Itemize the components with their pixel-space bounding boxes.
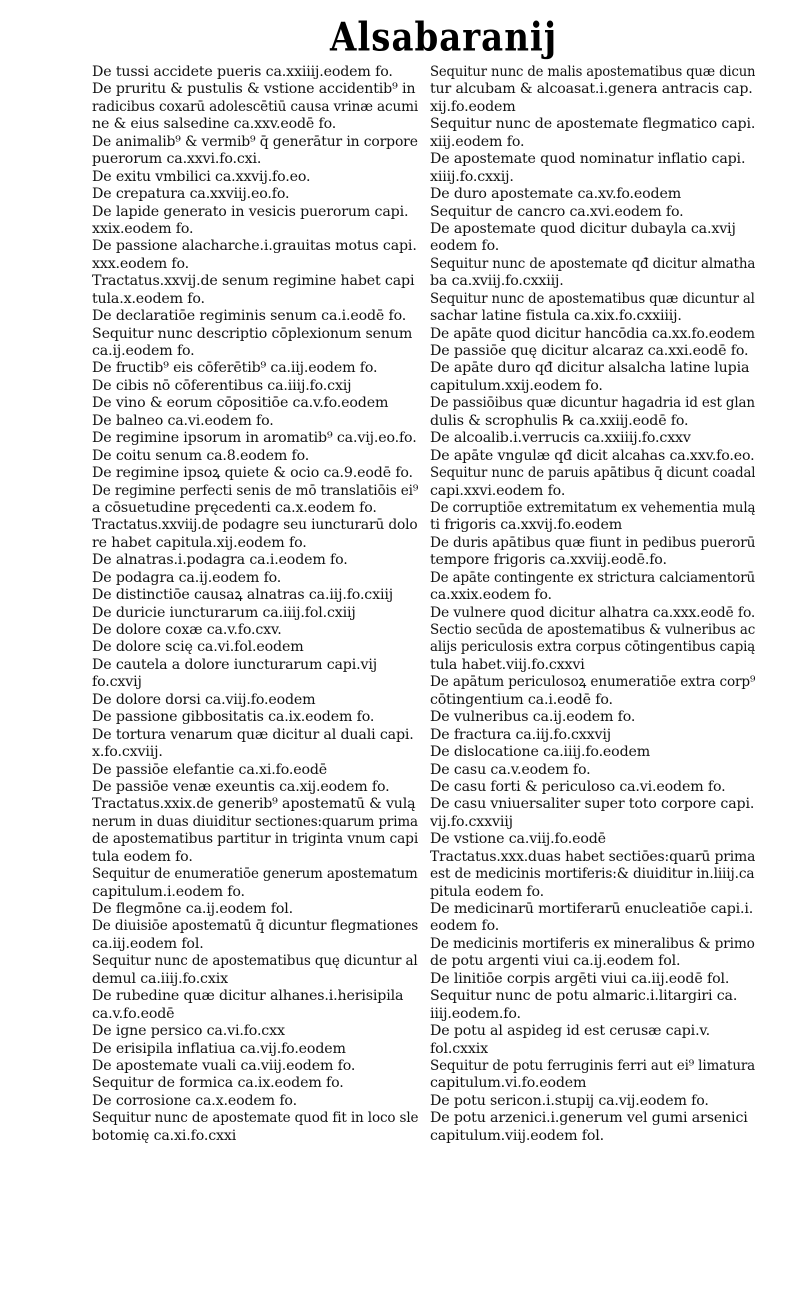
index-line — [92, 1006, 418, 1023]
index-line — [92, 169, 418, 186]
index-entry-text: capitulum.xxij.eodem fo. — [430, 377, 603, 394]
index-entry-text: De duro apostemate ca.xv.fo.eodem — [430, 186, 682, 203]
index-entry-text: Sequitur nunc de paruis apātibus q̄ dicunt coadal — [430, 465, 755, 482]
index-line — [92, 727, 418, 744]
index-entry-text: fo.cxvij — [92, 674, 142, 691]
index-entry-text: De potu al aspideg id est cerusæ capi.v. — [430, 1023, 710, 1040]
index-entry-text: Sequitur nunc de apostemate quod fit in loco sle — [92, 1110, 418, 1127]
index-line — [430, 727, 755, 744]
index-line — [430, 779, 755, 796]
index-entry-text: De potu sericon.i.stupij ca.vij.eodem fo. — [430, 1092, 709, 1109]
index-line — [430, 953, 755, 970]
index-line — [92, 709, 418, 726]
index-line — [92, 570, 418, 587]
index-entry-text: De passiōe venæ exeuntis ca.xij.eodem fo. — [92, 778, 390, 795]
index-entry-text: eodem fo. — [430, 238, 500, 255]
index-entry-text: Sectio secūda de apostematibus & vulneribus ac — [430, 622, 755, 638]
index-entry-text: De passione gibbositatis ca.ix.eodem fo. — [92, 709, 375, 726]
index-line — [92, 918, 418, 935]
index-line — [430, 988, 755, 1005]
index-line — [430, 151, 755, 168]
index-entry-text: botomię ca.xi.fo.cxxi — [92, 1127, 237, 1144]
index-entry-text: De duricie iuncturarum ca.iiij.fol.cxiij — [92, 604, 356, 621]
index-line — [92, 64, 418, 81]
index-entry-text: tempore frigoris ca.xxviij.eodē.fo. — [430, 552, 667, 569]
index-entry-text: De regimine perfecti senis de mō translatiōis ei⁹ — [92, 482, 418, 499]
index-entry-text: eodem fo. — [430, 918, 500, 935]
index-line — [92, 465, 418, 482]
index-line — [92, 291, 418, 308]
index-line — [430, 395, 755, 412]
left-column — [92, 64, 418, 1145]
index-entry-text: ne & eius salsedine ca.xxv.eodē fo. — [92, 116, 337, 133]
index-line — [92, 517, 418, 534]
index-entry-text: ca.iij.eodem fol. — [92, 935, 204, 952]
index-entry-text: cōtingentium ca.i.eodē fo. — [430, 691, 613, 708]
index-line — [92, 849, 418, 866]
index-line — [92, 99, 418, 116]
index-line — [92, 186, 418, 203]
index-entry-text: ba ca.xviij.fo.cxxiij. — [430, 273, 564, 290]
index-entry-text: demul ca.iiij.fo.cxix — [92, 970, 228, 987]
index-line — [92, 134, 418, 151]
index-line — [430, 1023, 755, 1040]
index-entry-text: De regimine ipsorum in aromatib⁹ ca.vij.eo.fo. — [92, 430, 417, 447]
index-line — [430, 866, 755, 883]
index-line — [92, 866, 418, 883]
index-entry-text: De cibis nō cōferentibus ca.iiij.fo.cxij — [92, 377, 352, 394]
index-line — [92, 814, 418, 831]
index-line — [92, 936, 418, 953]
index-entry-text: De vstione ca.viij.fo.eodē — [430, 831, 606, 848]
index-line — [430, 762, 755, 779]
index-entry-text: ca.xxix.eodem fo. — [430, 587, 552, 604]
index-entry-text: radicibus coxarū adolescētiū causa vrinæ acumi — [92, 98, 418, 115]
index-entry-text: xxx.eodem fo. — [92, 255, 189, 272]
index-entry-text: De flegmōne ca.ij.eodem fol. — [92, 901, 293, 917]
index-entry-text: fol.cxxix — [430, 1040, 488, 1057]
index-entry-text: De distinctiōe causaꝝ alnatras ca.iij.fo.cxiij — [92, 587, 393, 604]
index-line — [430, 587, 755, 604]
index-entry-text: puerorum ca.xxvi.fo.cxi. — [92, 151, 262, 168]
index-entry-text: De casu forti & periculoso ca.vi.eodem fo. — [430, 778, 726, 795]
index-entry-text: De apostemate vuali ca.viij.eodem fo. — [92, 1057, 356, 1074]
index-line — [430, 517, 755, 534]
index-entry-text: Sequitur nunc de apostemate qđ dicitur almatha — [430, 255, 755, 272]
index-entry-text: x.fo.cxviij. — [92, 744, 163, 761]
index-line — [92, 430, 418, 447]
index-line — [92, 622, 418, 639]
index-line — [92, 605, 418, 622]
index-line — [430, 116, 755, 133]
index-entry-text: Sequitur de potu ferruginis ferri aut ei⁹ limatura — [430, 1057, 755, 1074]
index-line — [430, 605, 755, 622]
index-entry-text: De corruptiōe extremitatum ex vehementia mulą — [430, 499, 755, 516]
index-entry-text: De medicinis mortiferis ex mineralibus & primo — [430, 935, 755, 952]
index-line — [92, 378, 418, 395]
index-entry-text: Sequitur nunc de apostematibus quæ dicuntur al — [430, 290, 755, 307]
index-line — [430, 744, 755, 761]
index-entry-text: De tortura venarum quæ dicitur al duali capi. — [92, 726, 414, 743]
index-entry-text: De passiōe quę dicitur alcaraz ca.xxi.eodē fo. — [430, 343, 749, 359]
index-line — [430, 1075, 755, 1092]
index-line — [92, 639, 418, 656]
index-entry-text: De passiōibus quæ dicuntur hagadria id est glan — [430, 395, 755, 412]
index-entry-text: capitulum.i.eodem fo. — [92, 883, 245, 900]
index-entry-text: De corrosione ca.x.eodem fo. — [92, 1092, 297, 1109]
index-line — [92, 953, 418, 970]
index-line — [92, 151, 418, 168]
index-entry-text: Tractatus.xxviij.de podagre seu iuncturarū dolo — [92, 517, 418, 534]
index-entry-text: De medicinarū mortiferarū enucleatiōe capi.i. — [430, 901, 754, 917]
index-entry-text: De casu vniuersaliter super toto corpore capi. — [430, 796, 755, 813]
index-entry-text: ti frigoris ca.xxvij.fo.eodem — [430, 517, 623, 534]
index-line — [92, 81, 418, 98]
index-entry-text: De rubedine quæ dicitur alhanes.i.herisipila — [92, 988, 404, 1005]
index-entry-text: De apātum periculosoꝝ enumeratiōe extra corp⁹ — [430, 674, 755, 691]
index-line — [430, 1110, 755, 1127]
index-line — [92, 971, 418, 988]
index-line — [92, 535, 418, 552]
index-line — [430, 622, 755, 639]
index-entry-text: alijs periculosis extra corpus cōtingentibus capią — [430, 639, 755, 656]
index-line — [92, 884, 418, 901]
index-entry-text: ca.v.fo.eodē — [92, 1005, 175, 1022]
index-line — [92, 692, 418, 709]
index-line — [92, 796, 418, 813]
index-line — [430, 918, 755, 935]
index-line — [92, 744, 418, 761]
index-entry-text: De dolore dorsi ca.viij.fo.eodem — [92, 691, 316, 708]
index-entry-text: De alcoalib.i.verrucis ca.xxiiij.fo.cxxv — [430, 430, 691, 447]
index-entry-text: Tractatus.xxix.de generib⁹ apostematū & vulą — [92, 796, 416, 813]
index-entry-text: De exitu vmbilici ca.xxvij.fo.eo. — [92, 168, 311, 185]
index-line — [92, 221, 418, 238]
index-line — [92, 831, 418, 848]
index-entry-text: tula.x.eodem fo. — [92, 290, 205, 307]
index-line — [430, 186, 755, 203]
index-line — [92, 1075, 418, 1092]
index-line — [430, 378, 755, 395]
index-entry-text: pitula eodem fo. — [430, 883, 544, 900]
index-entry-text: De pruritu & pustulis & vstione accidentib⁹ in — [92, 81, 416, 98]
index-entry-text: capi.xxvi.eodem fo. — [430, 482, 566, 499]
index-entry-text: Tractatus.xxvij.de senum regimine habet capi — [92, 273, 415, 290]
index-entry-text: Sequitur nunc de apostemate flegmatico capi. — [430, 116, 755, 133]
index-entry-text: nerum in duas diuiditur sectiones:quarum prima — [92, 813, 418, 830]
index-line — [430, 692, 755, 709]
index-line — [430, 256, 755, 273]
index-entry-text: De passione alacharche.i.grauitas motus capi. — [92, 238, 417, 255]
index-entry-text: ca.ij.eodem fo. — [92, 343, 195, 359]
running-head: Alsabaranij — [330, 15, 558, 61]
index-line — [92, 1093, 418, 1110]
index-entry-text: De apāte duro qđ dicitur alsalcha latine lupia — [430, 360, 750, 377]
index-line — [430, 81, 755, 98]
index-line — [92, 901, 418, 918]
index-line — [92, 395, 418, 412]
index-line — [92, 308, 418, 325]
index-entry-text: De podagra ca.ij.eodem fo. — [92, 569, 282, 586]
index-line — [92, 343, 418, 360]
index-entry-text: De declaratiōe regiminis senum ca.i.eodē fo. — [92, 308, 407, 325]
index-line — [430, 1058, 755, 1075]
index-line — [430, 204, 755, 221]
index-line — [92, 500, 418, 517]
index-line — [92, 483, 418, 500]
index-entry-text: De animalib⁹ & vermib⁹ q̄ generātur in corpore — [92, 133, 418, 150]
index-line — [92, 1041, 418, 1058]
index-entry-text: De balneo ca.vi.eodem fo. — [92, 412, 274, 429]
index-entry-text: De casu ca.v.eodem fo. — [430, 761, 591, 778]
index-line — [430, 570, 755, 587]
index-entry-text: De passiōe elefantie ca.xi.fo.eodē — [92, 761, 328, 778]
index-entry-text: De apāte contingente ex strictura calciamentorū — [430, 569, 755, 586]
index-entry-text: De lapide generato in vesicis puerorum capi. — [92, 203, 409, 220]
index-line — [92, 552, 418, 569]
index-line — [430, 552, 755, 569]
index-line — [92, 779, 418, 796]
index-entry-text: De diuisiōe apostematū q̄ dicuntur flegmationes — [92, 918, 418, 935]
index-entry-text: vij.fo.cxxviij — [430, 813, 513, 830]
index-entry-text: De regimine ipsoꝝ quiete & ocio ca.9.eodē fo. — [92, 465, 413, 482]
index-entry-text: xxix.eodem fo. — [92, 220, 194, 237]
index-entry-text: De potu arzenici.i.generum vel gumi arsenici — [430, 1110, 748, 1127]
index-entry-text: de potu argenti viui ca.ij.eodem fol. — [430, 953, 681, 970]
index-entry-text: De apostemate quod dicitur dubayla ca.xvij — [430, 220, 736, 237]
index-line — [92, 657, 418, 674]
index-line — [92, 1023, 418, 1040]
right-column — [430, 64, 755, 1145]
index-line — [430, 936, 755, 953]
index-entry-text: Sequitur de enumeratiōe generum apostematum — [92, 866, 418, 883]
index-entry-text: De duris apātibus quæ fiunt in pedibus puerorū — [430, 534, 755, 551]
index-entry-text: De dislocatione ca.iiij.fo.eodem — [430, 744, 651, 761]
index-line — [430, 64, 755, 81]
index-line — [92, 988, 418, 1005]
index-entry-text: De apāte quod dicitur hancōdia ca.xx.fo.eodem — [430, 325, 755, 342]
index-entry-text: est de medicinis mortiferis:& diuiditur in.liiij.ca — [430, 866, 755, 883]
index-line — [430, 500, 755, 517]
index-line — [430, 238, 755, 255]
index-line — [92, 116, 418, 133]
index-entry-text: xij.fo.eodem — [430, 98, 516, 115]
index-line — [430, 326, 755, 343]
index-entry-text: Tractatus.xxx.duas habet sectiōes:quarū prima — [430, 848, 755, 865]
index-entry-text: De coitu senum ca.8.eodem fo. — [92, 447, 310, 464]
index-line — [430, 169, 755, 186]
index-line — [430, 884, 755, 901]
index-entry-text: Sequitur nunc de apostematibus quę dicuntur al — [92, 953, 418, 970]
index-line — [430, 657, 755, 674]
index-line — [430, 796, 755, 813]
index-entry-text: De dolore coxæ ca.v.fo.cxv. — [92, 622, 282, 638]
index-entry-text: De alnatras.i.podagra ca.i.eodem fo. — [92, 552, 348, 569]
index-entry-text: De erisipila inflatiua ca.vij.fo.eodem — [92, 1040, 346, 1057]
index-line — [92, 238, 418, 255]
index-entry-text: a cōsuetudine pręcedenti ca.x.eodem fo. — [92, 499, 377, 516]
index-line — [430, 483, 755, 500]
index-line — [430, 1006, 755, 1023]
index-line — [430, 814, 755, 831]
index-line — [92, 762, 418, 779]
index-entry-text: De igne persico ca.vi.fo.cxx — [92, 1023, 285, 1040]
index-entry-text: De cautela a dolore iuncturarum capi.vij — [92, 656, 377, 673]
index-entry-text: De vino & eorum cōpositiōe ca.v.fo.eodem — [92, 395, 389, 412]
index-line — [430, 639, 755, 656]
index-entry-text: Sequitur de formica ca.ix.eodem fo. — [92, 1075, 344, 1092]
index-entry-text: de apostematibus partitur in triginta vnum capi — [92, 831, 418, 848]
index-entry-text: De fructib⁹ eis cōferētib⁹ ca.iij.eodem fo. — [92, 360, 378, 377]
index-line — [430, 674, 755, 691]
index-entry-text: Sequitur de cancro ca.xvi.eodem fo. — [430, 203, 684, 220]
index-line — [430, 343, 755, 360]
index-line — [92, 1128, 418, 1145]
index-entry-text: De tussi accidete pueris ca.xxiiij.eodem fo. — [92, 64, 393, 80]
index-line — [430, 360, 755, 377]
index-line — [430, 413, 755, 430]
index-line — [92, 413, 418, 430]
index-entry-text: dulis & scrophulis ℞ ca.xxiij.eodē fo. — [430, 412, 689, 429]
index-line — [430, 465, 755, 482]
index-line — [92, 326, 418, 343]
index-entry-text: re habet capitula.xij.eodem fo. — [92, 534, 307, 551]
index-entry-text: De linitiōe corpis argēti viui ca.iij.eodē fol. — [430, 970, 730, 987]
index-line — [430, 535, 755, 552]
index-entry-text: De dolore scię ca.vi.fol.eodem — [92, 639, 304, 656]
index-entry-text: De vulnere quod dicitur alhatra ca.xxx.eodē fo. — [430, 604, 755, 621]
index-entry-text: iiij.eodem.fo. — [430, 1005, 521, 1022]
index-entry-text: tula habet.viij.fo.cxxvi — [430, 656, 585, 673]
index-entry-text: De apostemate quod nominatur inflatio capi. — [430, 151, 746, 168]
index-entry-text: sachar latine fistula ca.xix.fo.cxxiiij. — [430, 308, 682, 325]
index-entry-text: tur alcubam & alcoasat.i.genera antracis cap. — [430, 81, 753, 98]
index-line — [430, 308, 755, 325]
index-entry-text: Sequitur nunc descriptio cōplexionum senum — [92, 325, 413, 342]
index-line — [92, 360, 418, 377]
index-entry-text: De crepatura ca.xxviij.eo.fo. — [92, 186, 290, 203]
index-line — [430, 99, 755, 116]
index-entry-text: Sequitur nunc de malis apostematibus quæ dicun — [430, 64, 755, 80]
index-line — [430, 901, 755, 918]
index-line — [92, 273, 418, 290]
index-entry-text: xiij.eodem fo. — [430, 133, 525, 150]
index-line — [92, 674, 418, 691]
index-line — [430, 221, 755, 238]
index-line — [92, 1110, 418, 1127]
index-entry-text: Sequitur nunc de potu almaric.i.litargiri ca. — [430, 988, 738, 1005]
index-line — [430, 273, 755, 290]
index-entry-text: De vulneribus ca.ij.eodem fo. — [430, 709, 636, 726]
index-line — [92, 1058, 418, 1075]
index-line — [92, 204, 418, 221]
index-entry-text: capitulum.vi.fo.eodem — [430, 1075, 587, 1092]
index-line — [430, 709, 755, 726]
index-line — [430, 1093, 755, 1110]
index-line — [430, 448, 755, 465]
index-line — [92, 448, 418, 465]
index-entry-text: tula eodem fo. — [92, 848, 193, 865]
index-entry-text: capitulum.viij.eodem fol. — [430, 1127, 604, 1144]
index-line — [92, 587, 418, 604]
index-line — [430, 849, 755, 866]
index-line — [430, 134, 755, 151]
index-entry-text: De apāte vngulæ qđ dicit alcahas ca.xxv.fo.eo. — [430, 447, 755, 464]
index-entry-text: xiiij.fo.cxxij. — [430, 168, 514, 185]
index-line — [430, 831, 755, 848]
index-line — [430, 971, 755, 988]
index-entry-text: De fractura ca.iij.fo.cxxvij — [430, 726, 611, 743]
index-line — [430, 291, 755, 308]
index-line — [430, 1128, 755, 1145]
index-line — [430, 430, 755, 447]
index-line — [92, 256, 418, 273]
index-line — [430, 1041, 755, 1058]
